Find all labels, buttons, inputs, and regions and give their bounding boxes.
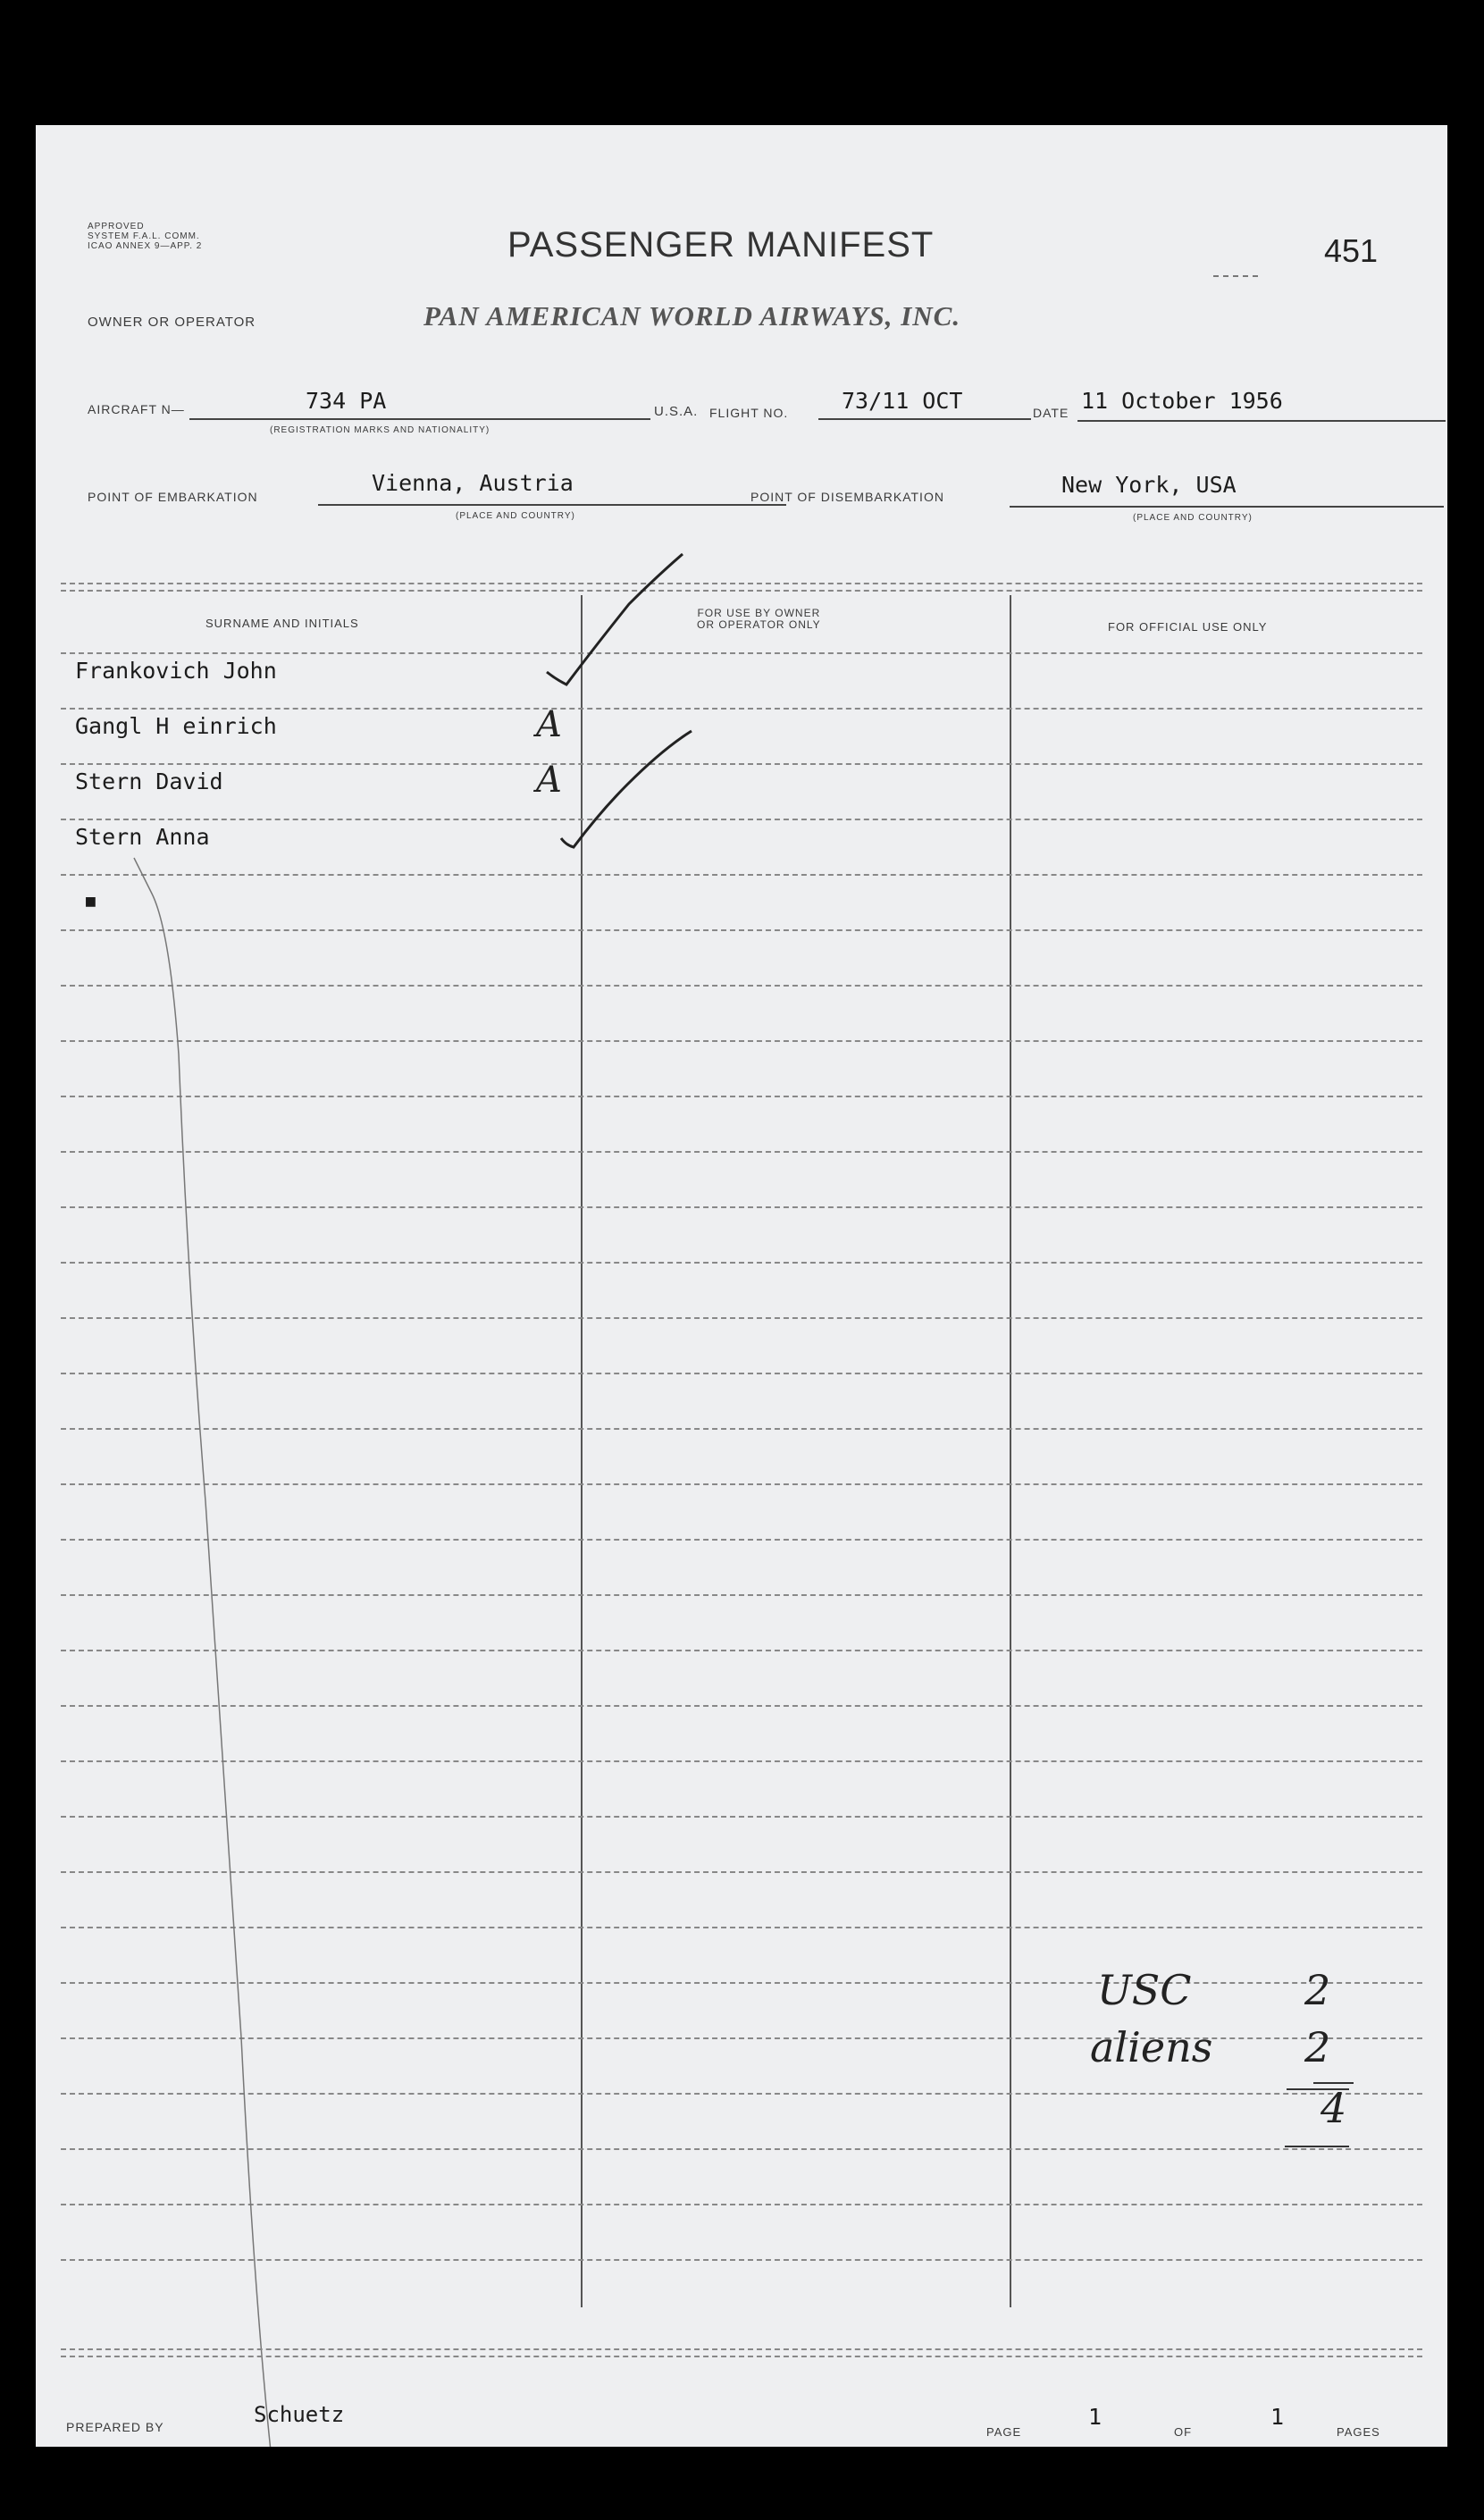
passenger-mark: A xyxy=(536,760,562,801)
date-label: DATE xyxy=(1033,406,1069,420)
owner-use-line: OR OPERATOR ONLY xyxy=(697,618,821,631)
flight-value: 73/11 OCT xyxy=(842,388,963,414)
registration-caption: (REGISTRATION MARKS AND NATIONALITY) xyxy=(270,425,490,435)
page-label: PAGE xyxy=(986,2425,1022,2439)
passenger-name: Gangl H einrich xyxy=(75,713,277,739)
date-value: 11 October 1956 xyxy=(1081,388,1283,414)
disembark-label: POINT OF DISEMBARKATION xyxy=(750,490,944,504)
manifest-sheet xyxy=(36,125,1447,2447)
of-label: OF xyxy=(1174,2425,1193,2439)
approval-line: APPROVED xyxy=(88,222,145,231)
page-number-stamp: 451 xyxy=(1324,232,1379,269)
prepared-value: Schuetz xyxy=(254,2402,345,2427)
passenger-name: Frankovich John xyxy=(75,658,277,684)
aliens-count: 2 xyxy=(1304,2023,1331,2071)
usc-label: USC xyxy=(1097,1966,1192,2014)
embark-value: Vienna, Austria xyxy=(372,470,574,496)
approval-line: SYSTEM F.A.L. COMM. xyxy=(88,231,200,241)
usc-count: 2 xyxy=(1304,1966,1331,2014)
footer-rule xyxy=(61,2356,1422,2357)
handwriting-strokes xyxy=(36,125,1447,2447)
page-title: PASSENGER MANIFEST xyxy=(507,225,935,265)
disembark-caption: (PLACE AND COUNTRY) xyxy=(1133,513,1253,523)
embark-label: POINT OF EMBARKATION xyxy=(88,490,258,504)
owner-label: OWNER OR OPERATOR xyxy=(88,315,256,330)
column-header-surname: SURNAME AND INITIALS xyxy=(205,617,359,630)
checkmark-icon xyxy=(561,731,692,847)
passenger-mark: A xyxy=(536,704,562,745)
passenger-name: Stern David xyxy=(75,769,223,794)
disembark-value: New York, USA xyxy=(1061,472,1237,498)
stray-mark: ■ xyxy=(86,892,96,911)
flight-label: FLIGHT NO. xyxy=(709,406,789,420)
aircraft-value: 734 PA xyxy=(306,388,387,414)
usa-label: U.S.A. xyxy=(654,404,699,419)
of-value: 1 xyxy=(1270,2404,1285,2430)
pages-label: PAGES xyxy=(1337,2425,1380,2439)
passenger-name: Stern Anna xyxy=(75,824,210,850)
aircraft-label: AIRCRAFT N— xyxy=(88,402,185,416)
checkmark-icon xyxy=(547,554,683,685)
prepared-label: PREPARED BY xyxy=(66,2420,164,2434)
column-header-official: FOR OFFICIAL USE ONLY xyxy=(1108,620,1268,634)
embark-caption: (PLACE AND COUNTRY) xyxy=(456,511,575,521)
margin-stroke xyxy=(134,858,317,2447)
owner-use-line: FOR USE BY OWNER xyxy=(697,607,821,619)
page-value: 1 xyxy=(1088,2404,1103,2430)
total-count: 4 xyxy=(1313,2082,1354,2132)
aliens-label: aliens xyxy=(1090,2023,1213,2071)
footer-rule xyxy=(61,2348,1422,2350)
operator-name: PAN AMERICAN WORLD AIRWAYS, INC. xyxy=(423,300,961,332)
approval-line: ICAO ANNEX 9—APP. 2 xyxy=(88,241,203,251)
